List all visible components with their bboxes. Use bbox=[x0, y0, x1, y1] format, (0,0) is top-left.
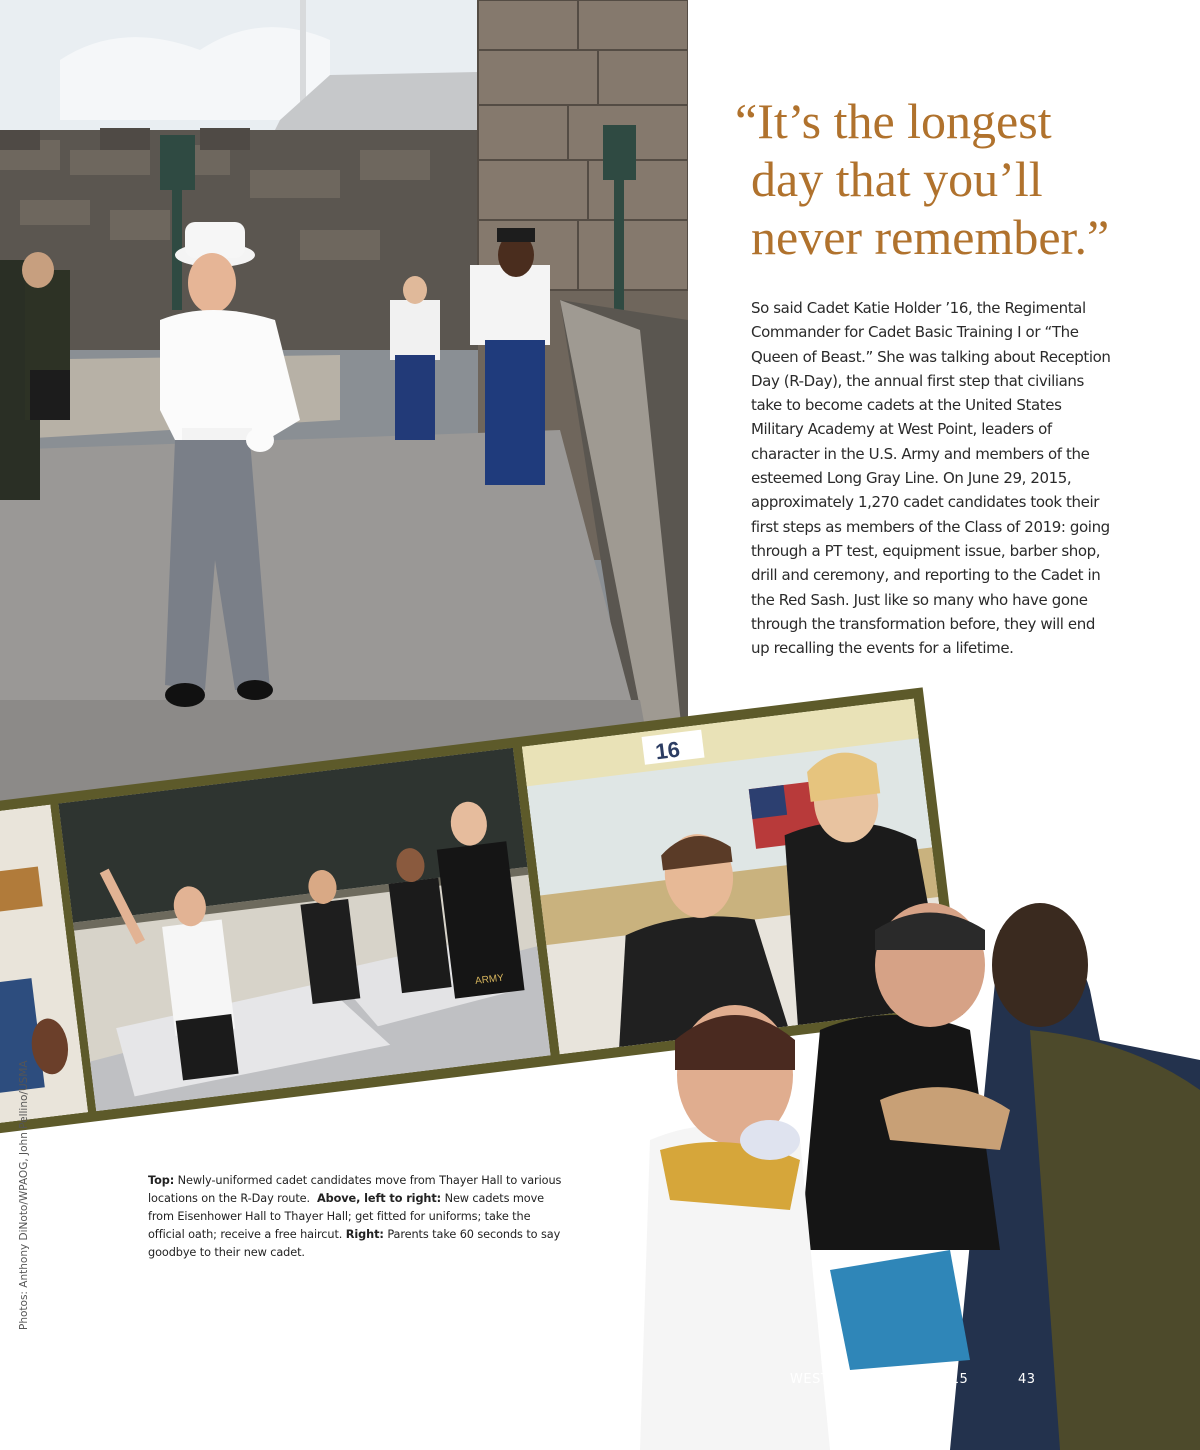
oath-photo bbox=[58, 748, 550, 1112]
footer-separator: | bbox=[883, 1372, 889, 1387]
caption-text: Newly-uniformed cadet candidates move from Thayer Hall to various locations on the R-Day route. bbox=[148, 1174, 562, 1205]
body-line: through a PT test, equipment issue, barber shop, bbox=[751, 541, 1101, 560]
parents-goodbye-photo bbox=[630, 890, 1200, 1450]
shirt-print: ARMY bbox=[474, 972, 505, 988]
caption-label: Right: bbox=[345, 1228, 384, 1241]
page-number: 43 bbox=[1018, 1372, 1036, 1387]
body-line: character in the U.S. Army and members of the bbox=[751, 444, 1090, 463]
pull-quote-line: day that you’ll bbox=[751, 151, 1043, 207]
body-line: Queen of Beast.” She was talking about Reception bbox=[751, 347, 1111, 366]
pull-quote-line: never remember.” bbox=[751, 209, 1110, 265]
body-line: take to become cadets at the United States bbox=[751, 396, 1062, 415]
body-line: esteemed Long Gray Line. On June 29, 2015, bbox=[751, 469, 1072, 488]
body-line: through the transformation before, they will end bbox=[751, 614, 1095, 633]
body-line: drill and ceremony, and reporting to the Cadet in bbox=[751, 566, 1101, 585]
body-line: the Red Sash. Just like so many who have gone bbox=[751, 590, 1088, 609]
body-line: Commander for Cadet Basic Training I or “The bbox=[751, 323, 1079, 342]
body-line: Military Academy at West Point, leaders of bbox=[751, 420, 1052, 439]
pull-quote bbox=[735, 92, 1175, 266]
photo-credit: Photos: Anthony DiNoto/WPAOG, John Pellino/USMA bbox=[18, 1060, 30, 1330]
body-line: Day (R-Day), the annual first step that civilians bbox=[751, 371, 1084, 390]
body-line: So said Cadet Katie Holder ’16, the Regimental bbox=[751, 299, 1086, 317]
caption-label: Top: bbox=[148, 1174, 175, 1187]
footer-publication: WEST POINT bbox=[790, 1372, 876, 1387]
cadets-walking-photo bbox=[0, 0, 688, 810]
barber-sign-text: 16 bbox=[653, 736, 682, 765]
photo-caption bbox=[148, 1172, 568, 1262]
footer-issue: FALL 2015 bbox=[896, 1372, 969, 1387]
body-line: approximately 1,270 cadet candidates took their bbox=[751, 493, 1099, 512]
caption-label: Above, left to right: bbox=[316, 1192, 442, 1205]
body-line: first steps as members of the Class of 2019: going bbox=[751, 517, 1110, 536]
pull-quote-line: “It’s the longest bbox=[735, 93, 1052, 149]
article-body bbox=[751, 296, 1121, 660]
caption-text: New cadets move from Eisenhower Hall to Thayer Hall; get fitted for uniforms; take the official oath; receive a free haircut. bbox=[148, 1192, 545, 1241]
page-footer bbox=[790, 1372, 1036, 1387]
caption-text: Parents take 60 seconds to say goodbye to their new cadet. bbox=[148, 1228, 561, 1259]
body-line: up recalling the events for a lifetime. bbox=[751, 639, 1014, 658]
